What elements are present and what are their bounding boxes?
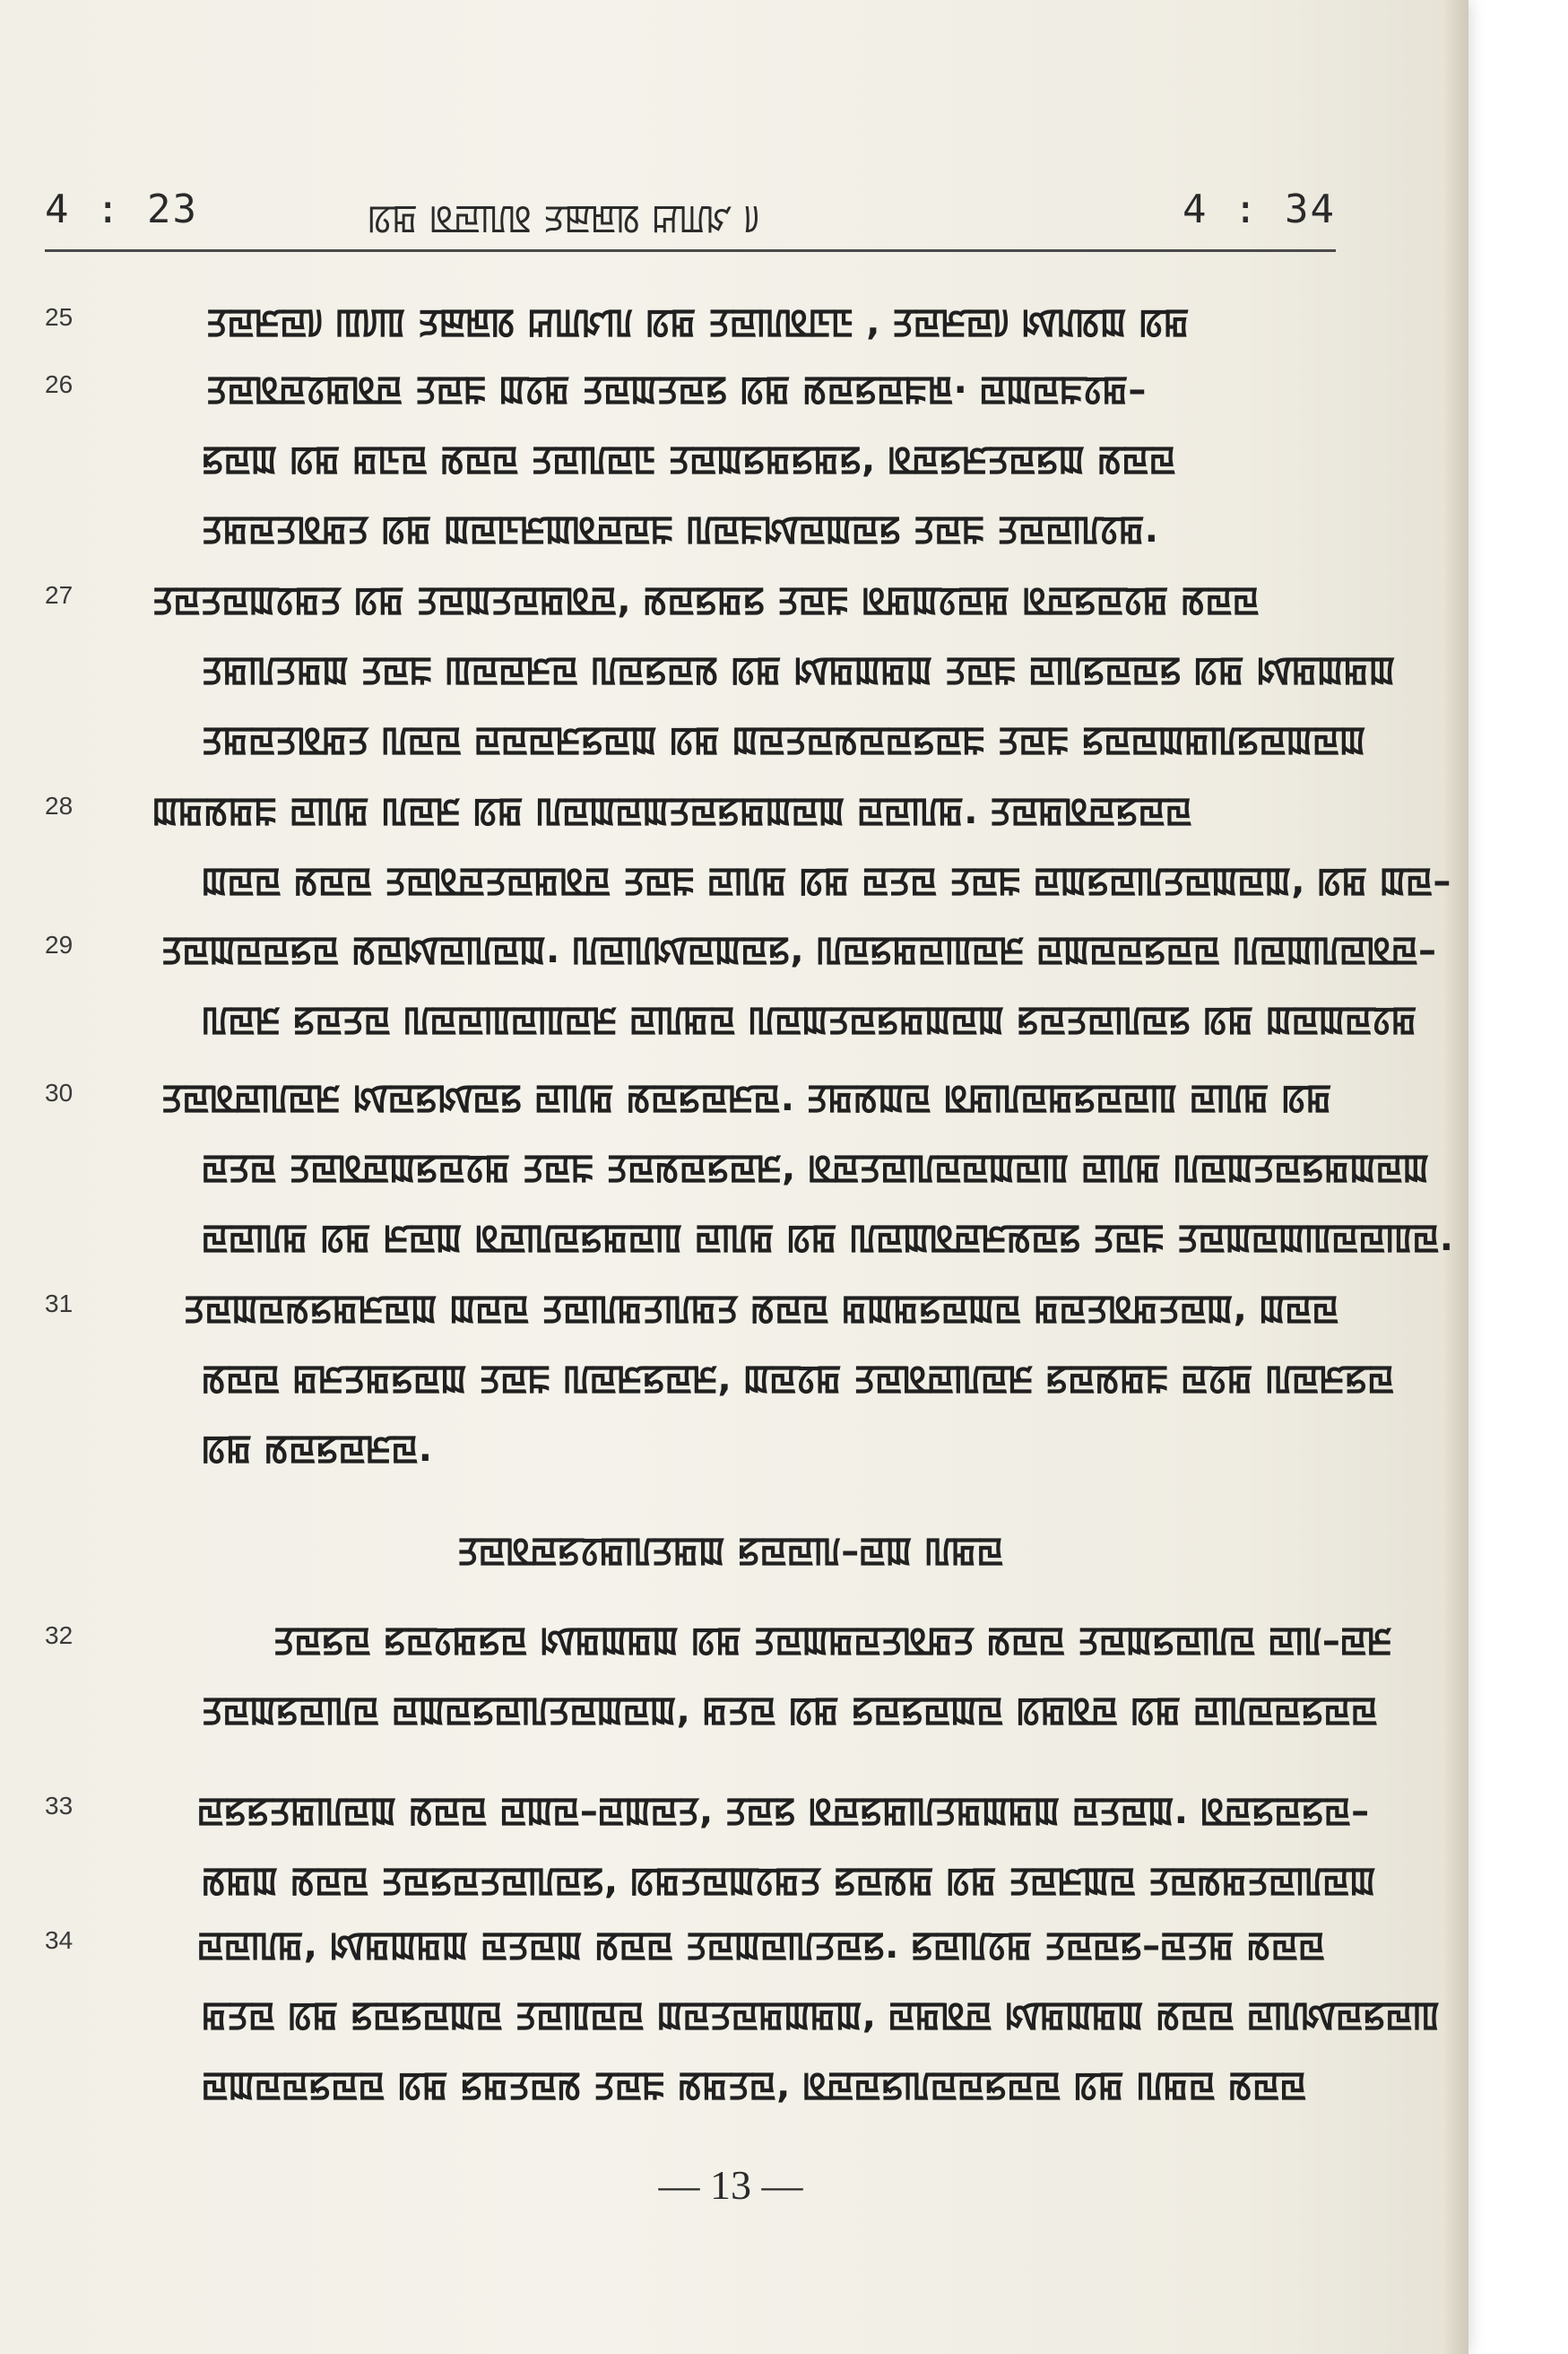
- verse-line: ꡞꡂ ꡏꡙꡝꡙꡈꡙ.: [202, 1429, 433, 1470]
- chapter-verse-ref-end: 4 : 34: [1182, 187, 1336, 232]
- verse-number: 26: [45, 370, 74, 398]
- verse-line: ꡙꡙꡃꡂ, ꡤꡂꡉꡂꡉ ꡙꡗꡙꡉ ꡏꡙꡙ ꡗꡙꡉꡙꡃꡗꡙꡝ. ꡝꡙꡃꡞꡂ ꡗꡙꡙꡝ–ꡙꡗꡂ ꡏꡙꡙ: [197, 1925, 1326, 1967]
- verse-line: ꡙꡝꡝꡗꡂꡃꡙꡉ ꡏꡙꡙ ꡙꡉꡙ–ꡙꡉꡙꡗ, ꡗꡙꡝ ꡬꡙꡝꡂꡃꡗꡂꡉꡂꡉ ꡙꡗꡙꡉ. ꡬꡙꡝꡙꡝꡙ–: [197, 1791, 1370, 1832]
- page-number: — 13 —: [658, 2162, 803, 2208]
- verse-line: ꡙꡗꡙ ꡗꡙꡬꡙꡉꡝꡙꡞꡂ ꡗꡙꡀ ꡗꡙꡏꡙꡝꡙꡈ, ꡬꡙꡗꡙꡃꡙꡙꡉꡙꡄ ꡙꡃꡂ ꡃꡙꡉꡗꡙꡝꡂꡉꡙꡉ: [202, 1148, 1430, 1189]
- verse-number: 32: [45, 1621, 74, 1649]
- verse-line: ꡙꡙꡃꡂ ꡞꡂ ꡈꡙꡉ ꡬꡙꡃꡙꡝꡂꡙꡄ ꡙꡃꡂ ꡞꡂ ꡃꡙꡉꡬꡙꡈꡏꡙꡝ ꡗꡙꡀ ꡗꡙꡉꡙꡉꡄꡙꡙꡄꡙ.: [202, 1218, 1454, 1259]
- verse-number: 33: [45, 1792, 74, 1820]
- verse-line: ꡂꡗꡙ ꡞꡂ ꡝꡙꡝꡙꡉꡙ ꡗꡙꡄꡙꡙ ꡉꡙꡗꡙꡂꡉꡂꡉ, ꡙꡂꡬꡙ ꡤꡂꡉꡂꡉ ꡏꡙꡙ ꡙꡃꡤꡙꡝꡙꡄ: [202, 1995, 1441, 2037]
- running-title: ꡞꡂ ꡬꡙꡃꡬ ꡭꡣꡁꡋ ꡒꡆꡜ ꡨ: [368, 198, 760, 239]
- verse-line: ꡗꡂꡃꡗꡂꡉ ꡗꡙꡀ ꡄꡙꡙꡈꡙ ꡃꡙꡝꡙꡏ ꡞꡂ ꡤꡂꡉꡂꡉ ꡗꡙꡀ ꡙꡃꡝꡙꡙꡝ ꡞꡂ ꡤꡂꡉꡂꡉ: [202, 650, 1396, 691]
- verse-number: 31: [45, 1290, 74, 1317]
- verse-line: ꡗꡂꡙꡗꡬꡂꡗ ꡃꡙꡙ ꡙꡙꡙꡈꡝꡙꡉ ꡞꡂ ꡉꡙꡗꡙꡏꡙꡙꡝꡙꡀ ꡗꡙꡀ ꡝꡙꡙꡉꡂꡃꡝꡙꡉꡙꡉ: [202, 720, 1366, 761]
- verse-line: ꡗꡙꡝꡙ ꡝꡙꡞꡂꡝꡙ ꡤꡂꡉꡂꡉ ꡞꡂ ꡗꡙꡉꡂꡙꡗꡬꡂꡗ ꡏꡙꡙ ꡗꡙꡉꡝꡙꡃꡙ ꡙꡃ–ꡙꡈ: [273, 1620, 1392, 1662]
- verse-number: 27: [45, 581, 74, 609]
- section-heading: ꡗꡙꡬꡙꡝꡞꡂꡃꡗꡂꡉ ꡝꡙꡙꡃ–ꡙꡉ ꡃꡂꡙ: [457, 1531, 1004, 1572]
- verse-line: ꡗꡙꡉꡙꡙꡝꡙ ꡏꡙꡤꡙꡃꡙꡉ. ꡃꡙꡃꡤꡙꡉꡙꡝ, ꡃꡙꡝꡂꡙꡄꡙꡈ ꡙꡉꡙꡙꡝꡙꡙ ꡃꡙꡉꡃꡙꡬꡙ–: [161, 930, 1437, 971]
- page-header: [45, 179, 1336, 242]
- chapter-verse-ref-start: 4 : 23: [45, 187, 198, 232]
- verse-line: ꡗꡙꡈꡙꡨ ꡄꡨꡄ ꡭꡣꡁꡋ ꡒꡆꡜꡃ ꡞꡂ ꡗꡙꡃꡬꡇꡇ , ꡗꡙꡈꡙꡨ ꡤꡊꡋꡉ ꡞꡂ: [206, 302, 1190, 343]
- verse-number: 30: [45, 1079, 74, 1107]
- verse-line: ꡗꡙꡉꡙꡏꡝꡂꡈꡙꡉ ꡉꡙꡙ ꡗꡙꡃꡂꡗꡃꡂꡗ ꡏꡙꡙ ꡂꡉꡂꡝꡙꡉꡙ ꡂꡙꡗꡬꡂꡗꡙꡉ, ꡉꡙꡙ: [184, 1289, 1339, 1330]
- verse-line: ꡏꡙꡙ ꡂꡈꡗꡂꡝꡙꡉ ꡗꡙꡀ ꡃꡙꡈꡝꡙꡈ, ꡉꡙꡞꡂ ꡗꡙꡬꡙꡃꡙꡈ ꡝꡙꡏꡂꡀ ꡙꡞꡂ ꡃꡙꡈꡝꡙ: [202, 1359, 1395, 1400]
- header-rule: [45, 249, 1336, 252]
- verse-line: ꡏꡂꡉ ꡏꡙꡙ ꡗꡙꡝꡙꡗꡙꡃꡙꡝ, ꡞꡂꡗꡙꡉꡞꡂꡗ ꡝꡙꡏꡂ ꡞꡂ ꡗꡙꡈꡉꡙ ꡗꡙꡏꡂꡗꡙꡃꡙꡉ: [202, 1861, 1376, 1902]
- verse-line: ꡉꡂꡏꡂꡀ ꡙꡃꡂ ꡃꡙꡈ ꡞꡂ ꡃꡙꡉꡙꡉꡗꡙꡝꡂꡉꡙꡉ ꡙꡙꡃꡂ. ꡗꡙꡂꡬꡙꡝꡙꡙ: [152, 791, 1193, 832]
- verse-line: ꡃꡙꡈ ꡝꡙꡗꡙ ꡃꡙꡙꡄꡙꡄꡙꡈ ꡙꡃꡂꡙ ꡃꡙꡉꡗꡙꡝꡂꡉꡙꡉ ꡝꡙꡗꡙꡃꡙꡝ ꡞꡂ ꡉꡙꡉꡙꡞꡂ: [202, 1000, 1417, 1041]
- verse-number: 25: [45, 303, 74, 331]
- verse-line: ꡗꡂꡙꡗꡬꡂꡗ ꡞꡂ ꡉꡙꡇꡈꡉꡬꡙꡙꡀ ꡃꡙꡀꡤꡙꡉꡙꡝ ꡗꡙꡀ ꡗꡙꡙꡃꡞꡂ.: [202, 509, 1158, 551]
- verse-number: 28: [45, 792, 74, 820]
- verse-line: ꡝꡙꡉ ꡞꡂ ꡂꡇꡙ ꡏꡙꡙ ꡗꡙꡃꡙꡇ ꡗꡙꡉꡝꡂꡝꡂꡝ, ꡬꡙꡝꡈꡗꡙꡝꡉ ꡏꡙꡙ: [202, 439, 1176, 481]
- verse-line: ꡉꡙꡙ ꡏꡙꡙ ꡗꡙꡬꡙꡗꡙꡂꡬꡙ ꡗꡙꡀ ꡙꡃꡂ ꡞꡂ ꡙꡗꡙ ꡗꡙꡀ ꡙꡉꡝꡙꡃꡗꡙꡉꡙꡉ, ꡞꡂ ꡉꡙ–: [202, 861, 1451, 902]
- verse-number: 29: [45, 931, 74, 959]
- page-edge: [1445, 0, 1468, 2354]
- verse-line: ꡗꡙꡗꡙꡉꡞꡂꡗ ꡞꡂ ꡗꡙꡉꡗꡙꡂꡬꡙ, ꡏꡙꡝꡂꡝ ꡗꡙꡀ ꡬꡂꡉꡞꡙꡂ ꡬꡙꡝꡙꡞꡂ ꡏꡙꡙ: [152, 580, 1260, 621]
- verse-line: ꡗꡙꡉꡝꡙꡃꡙ ꡙꡉꡙꡝꡙꡃꡗꡙꡉꡙꡉ, ꡂꡗꡙ ꡞꡂ ꡝꡙꡝꡙꡉꡙ ꡞꡂꡬꡙ ꡞꡂ ꡙꡃꡙꡙꡝꡙꡙ: [202, 1690, 1378, 1732]
- verse-number: 34: [45, 1926, 74, 1954]
- verse-line: ꡗꡙꡬꡙꡞꡂꡬꡙ ꡗꡙꡀ ꡉꡞꡂ ꡗꡙꡉꡗꡙꡝ ꡞꡂ ꡏꡙꡝꡙꡀꡁ· ꡙꡉꡙꡀꡞꡂ–: [206, 369, 1147, 411]
- verse-line: ꡙꡉꡙꡙꡝꡙꡙ ꡞꡂ ꡝꡂꡗꡙꡏ ꡗꡙꡀ ꡏꡂꡗꡙ, ꡬꡙꡙꡝꡃꡙꡙꡝꡙꡙ ꡞꡂ ꡃꡂꡙ ꡏꡙꡙ: [202, 2065, 1307, 2106]
- verse-line: ꡗꡙꡬꡙꡃꡙꡈ ꡤꡙꡝꡤꡙꡝ ꡙꡃꡂ ꡏꡙꡝꡙꡈꡙ. ꡗꡂꡏꡉꡙ ꡬꡂꡃꡙꡂꡝꡙꡙꡄ ꡙꡃꡂ ꡞꡂ: [161, 1078, 1332, 1119]
